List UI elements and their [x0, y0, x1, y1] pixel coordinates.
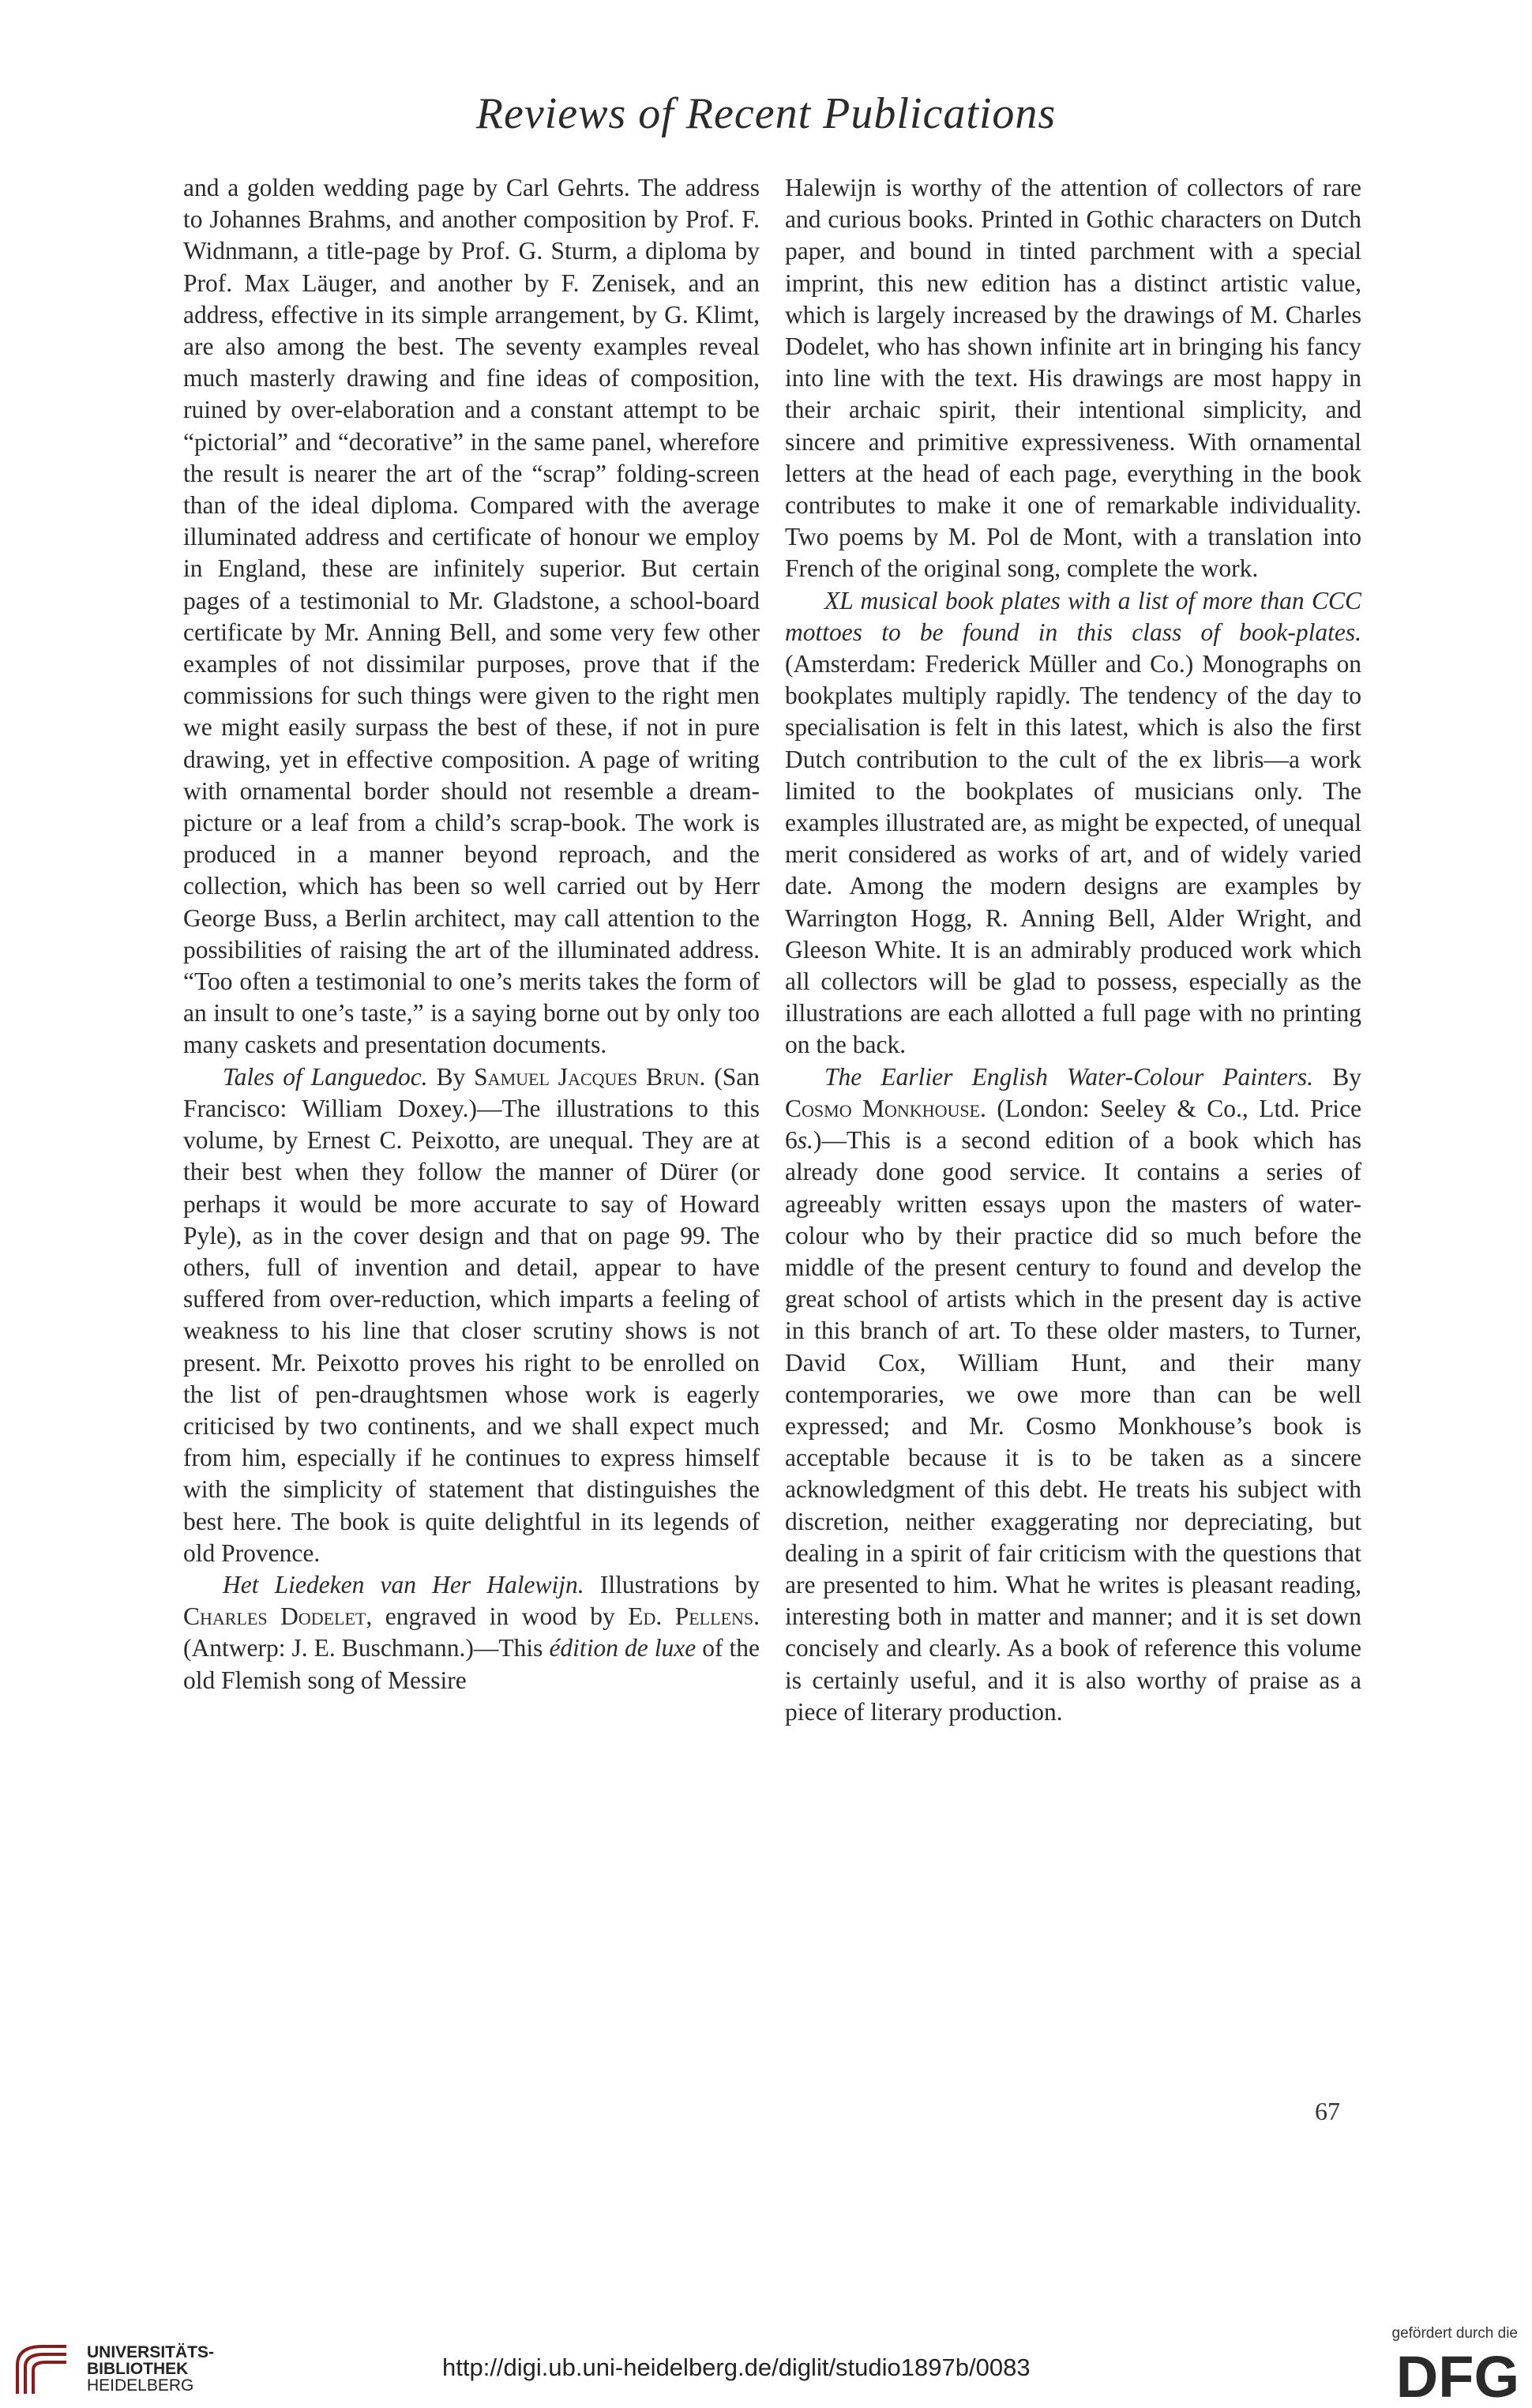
right-column — [785, 172, 1361, 1728]
text-run: Het Liedeken van Her Halewijn. — [223, 1570, 584, 1598]
text-run: Samuel Jacques Brun. — [474, 1062, 706, 1091]
paragraph — [785, 172, 1361, 585]
text-run: Halewijn is worthy of the attention of collectors of rare and curious books. Printed in Gothic characters on Dutch paper, and bound in tinted parchment with a special imprint, this new edition has a distinct artistic value, which is largely increased by the drawings of M. Charles Dodelet, who has shown infinite art in bringing his fancy into line with the text. His drawings are most happy in their archaic spirit, their intentional simplicity, and sincere and primitive expressiveness. With ornamental letters at the head of each page, everything in the book contributes to make it one of remarkable individuality. Two poems by M. Pol de Mont, with a translation into French of the original song, complete the work. — [785, 174, 1361, 583]
text-run: and a golden wedding page by Carl Gehrts. The address to Johannes Brahms, and another composition by Prof. F. Widnmann, a title-page by Prof. G. Sturm, a diploma by Prof. Max Läuger, and another by F. Zenisek, and an address, effective in its simple arrangement, by G. Klimt, are also among the best. The seventy examples reveal much masterly drawing and fine ideas of composition, ruined by over-elaboration and a constant attempt to be “pictorial” and “decorative” in the same panel, wherefore the result is nearer the art of the “scrap” folding-screen than of the ideal diploma. Compared with the average illuminated address and certificate of honour we employ in England, these are infinitely superior. But certain pages of a testimonial to Mr. Gladstone, a school-board certificate by Mr. Anning Bell, and some very few other examples of not dissimilar purposes, prove that if the commissions for such things were given to the right men we might easily surpass the best of these, if not in pure drawing, yet in effective composition. A page of writing with ornamental border should not resemble a dream-picture or a leaf from a child’s scrap-book. The work is produced in a manner beyond reproach, and the collection, which has been so well carried out by Herr George Buss, a Berlin architect, may call attention to the possibilities of raising the art of the illuminated address. “Too often a testimonial to one’s merits takes the form of an insult to one’s taste,” is a saying borne out by only too many caskets and presentation documents. — [183, 174, 760, 1059]
dfg-logo-icon — [1372, 2350, 1519, 2400]
text-run: (Antwerp: J. E. Buschmann.)—This — [183, 1634, 550, 1662]
text-run: By — [1313, 1062, 1361, 1091]
text-run: Cosmo Monkhouse. — [785, 1094, 986, 1122]
library-line-2: BIBLIOTHEK — [87, 2360, 189, 2378]
running-head: Reviews of Recent Publications — [475, 89, 1057, 138]
left-column — [183, 172, 760, 1696]
text-run: )—This is a second edition of a book which has already done good service. It contains a series of agreeably written essays upon the masters of water-colour who by their practice did so much before the middle of the present century to found and develop the great school of artists which in the present day is active in this branch of art. To these older masters, to Turner, David Cox, William Hunt, and their many contemporaries, we owe more than can be well expressed; and Mr. Cosmo Monkhouse’s book is acceptable because it is to be taken as a sincere acknowledgment of this debt. He treats his subject with discretion, neither exaggerating nor depreciating, but dealing in a spirit of fair criticism with the questions that are presented to him. What he writes is pleasant reading, interesting both in matter and manner; and it is set down concisely and clearly. As a book of reference this volume is certainly useful, and it is also worthy of praise as a piece of literary production. — [785, 1126, 1361, 1726]
page-number: 67 — [1315, 2097, 1340, 2125]
library-logo-icon — [11, 2342, 73, 2397]
dfg-logo-text: DFG — [1395, 2350, 1519, 2400]
paragraph — [183, 1061, 760, 1569]
text-run: (San Francisco: William Doxey.)—The illustrations to this volume, by Ernest C. Peixotto, are unequal. They are at their best when they follow the manner of Dürer (or perhaps it would be more accurate to say of Howard Pyle), as in the cover design and that on page 99. The others, full of invention and detail, appear to have suffered from over-reduction, which imparts a feeling of weakness to his line that closer scrutiny shows is not present. Mr. Peixotto proves his right to be enrolled on the list of pen-draughtsmen whose work is eagerly criticised by two continents, and we shall expect much from him, especially if he continues to express himself with the simplicity of statement that distinguishes the best here. The book is quite delightful in its legends of old Provence. — [183, 1062, 760, 1567]
paragraph — [183, 1569, 760, 1696]
text-run: Ed. Pellens. — [628, 1602, 760, 1631]
text-run: (Amsterdam: Frederick Müller and Co.) Monographs on bookplates multiply rapidly. The tendency of the day to specialisation is felt in this latest, which is also the first Dutch contribution to the cult of the ex libris—a work limited to the bookplates of musicians only. The examples illustrated are, as might be expected, of unequal merit considered as works of art, and of widely varied date. Among the modern designs are examples by Warrington Hogg, R. Anning Bell, Alder Wright, and Gleeson White. It is an admirably produced work which all collectors will be glad to possess, especially as the illustrations are each allotted a full page with no printing on the back. — [785, 650, 1361, 1059]
text-run: of the old Flemish song of Messire — [183, 1634, 760, 1694]
text-run: (London: Seeley & Co., Ltd. Price 6 — [785, 1094, 1361, 1155]
paragraph — [785, 585, 1361, 1061]
permalink-url[interactable]: http://digi.ub.uni-heidelberg.de/diglit/studio1897b/0083 — [442, 2354, 1031, 2381]
funded-by-label: gefördert durch die — [1391, 2325, 1518, 2342]
text-run: XL musical book plates with a list of more than CCC mottoes to be found in this class of book-plates. — [785, 586, 1361, 646]
library-line-3: HEIDELBERG — [87, 2376, 194, 2395]
paragraph — [785, 1061, 1361, 1728]
text-run: Tales of Languedoc. — [223, 1062, 428, 1091]
text-run: By — [427, 1062, 475, 1091]
library-name — [87, 2344, 214, 2394]
text-run: engraved in wood by — [372, 1602, 629, 1631]
text-run: Illustrations by — [584, 1570, 760, 1598]
paragraph — [183, 172, 760, 1061]
text-run: s. — [797, 1126, 813, 1155]
library-line-1: UNIVERSITÄTS- — [87, 2343, 215, 2361]
text-run: Charles Dodelet, — [183, 1602, 373, 1631]
text-run: The Earlier English Water-Colour Painters. — [824, 1062, 1314, 1091]
text-run: édition de luxe — [549, 1634, 697, 1662]
